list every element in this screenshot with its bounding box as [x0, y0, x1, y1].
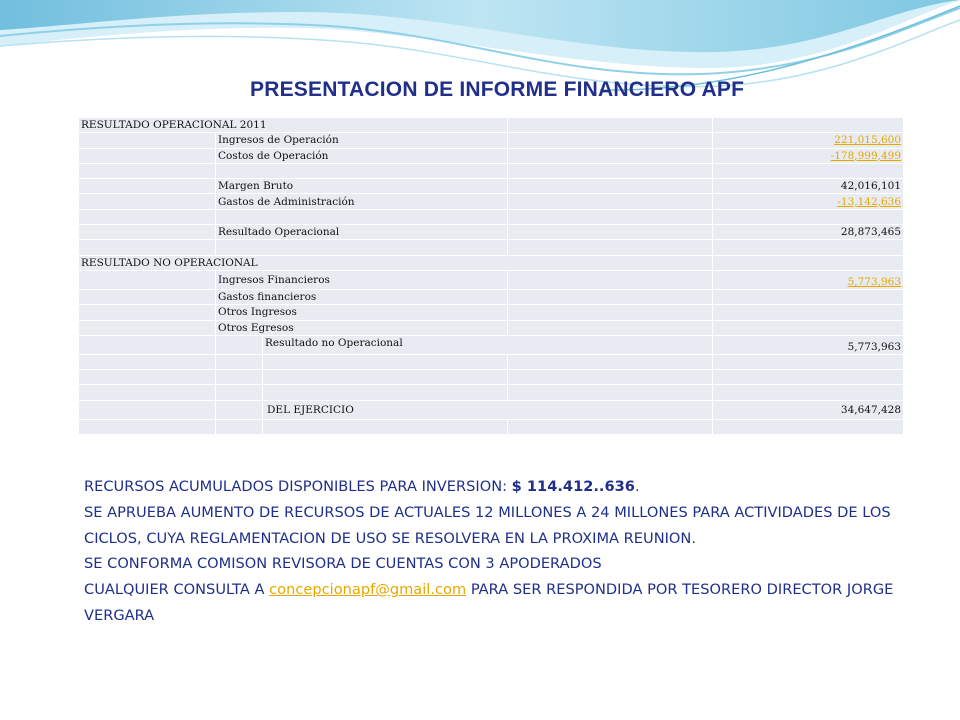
row-label: Resultado no Operacional	[263, 335, 713, 354]
table-row	[79, 163, 904, 178]
note-aumento: SE APRUEBA AUMENTO DE RECURSOS DE ACTUALES 12 MILLONES A 24 MILLONES PARA ACTIVIDADES DE LOS CICLOS, CUYA REGLAMENTACION DE USO SE RESOLVERA EN LA PROXIMA REUNION.	[84, 503, 891, 547]
section-heading-no-operacional: RESULTADO NO OPERACIONAL	[79, 255, 713, 270]
table-row	[79, 133, 904, 148]
margen-bruto-value: 42,016,101	[713, 179, 904, 194]
table-row	[79, 270, 904, 289]
ejercicio-value: 34,647,428	[713, 400, 904, 419]
table-row	[79, 148, 904, 163]
table-row	[79, 320, 904, 335]
table-row	[79, 209, 904, 224]
recursos-amount: $ 114.412..636	[511, 478, 635, 495]
table-row	[79, 225, 904, 240]
note-consulta-label: CUALQUIER CONSULTA A	[84, 581, 265, 599]
table-row	[79, 289, 904, 304]
row-label: Otros Ingresos	[216, 305, 508, 320]
row-label: Ingresos Financieros	[216, 270, 508, 289]
row-label: Gastos de Administración	[216, 194, 508, 209]
table-row	[79, 305, 904, 320]
note-comision: SE CONFORMA COMISON REVISORA DE CUENTAS CON 3 APODERADOS	[84, 555, 602, 573]
note-consulta-suffix: PARA SER RESPONDIDA POR TESORERO DIRECTOR JORGE VERGARA	[84, 581, 894, 624]
row-label: Resultado Operacional	[216, 225, 508, 240]
table-row	[79, 354, 904, 369]
row-label: Gastos financieros	[216, 289, 508, 304]
row-label: Costos de Operación	[216, 148, 508, 163]
ingresos-operacion-value[interactable]: 221,015,600	[713, 133, 904, 148]
row-label: Otros Egresos	[216, 320, 508, 335]
note-recursos	[84, 474, 904, 500]
resultado-no-operacional-value: 5,773,963	[713, 335, 904, 354]
costos-operacion-value[interactable]: -178,999,499	[713, 148, 904, 163]
table-row	[79, 400, 904, 419]
note-recursos-label: RECURSOS ACUMULADOS DISPONIBLES PARA INVERSION:	[84, 478, 508, 495]
gastos-administracion-value[interactable]: -13,142,636	[713, 194, 904, 209]
row-label: DEL EJERCICIO	[263, 400, 713, 419]
note-recursos-period: .	[634, 478, 640, 495]
table-row	[79, 194, 904, 209]
table-row	[79, 255, 904, 270]
row-label: Ingresos de Operación	[216, 133, 508, 148]
notes-block	[84, 474, 904, 629]
table-row	[79, 419, 904, 434]
table-row	[79, 385, 904, 400]
table-row	[79, 179, 904, 194]
table-row	[79, 118, 904, 133]
note-consulta	[84, 577, 904, 629]
section-heading-operacional: RESULTADO OPERACIONAL 2011	[79, 118, 508, 133]
page-title: PRESENTACION DE INFORME FINANCIERO APF	[250, 78, 745, 101]
table-row	[79, 335, 904, 354]
ingresos-financieros-value[interactable]: 5,773,963	[713, 270, 904, 289]
table-row	[79, 240, 904, 255]
table-row	[79, 370, 904, 385]
email-link[interactable]: concepcionapf@gmail.com	[269, 581, 467, 599]
row-label: Margen Bruto	[216, 179, 508, 194]
financial-table	[78, 117, 904, 435]
resultado-operacional-value: 28,873,465	[713, 225, 904, 240]
